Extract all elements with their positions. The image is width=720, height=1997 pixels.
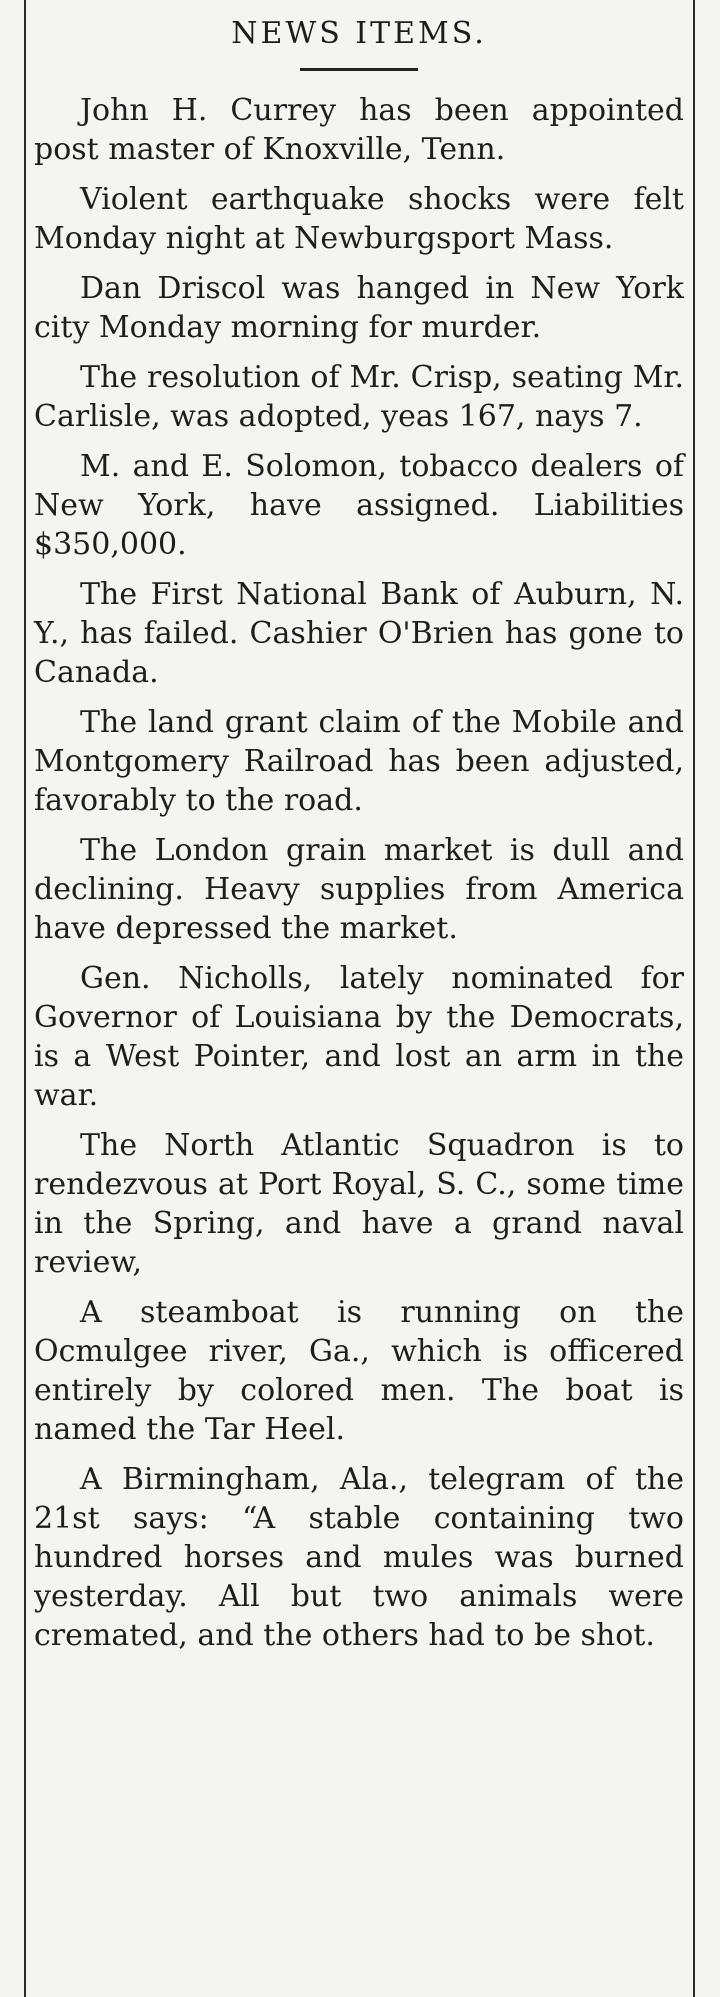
news-item: The First National Bank of Auburn, N. Y., has failed. Cashier O'Brien has gone to Canada.	[34, 577, 684, 690]
news-column	[28, 0, 690, 1997]
left-column-rule	[24, 0, 26, 1997]
news-item: John H. Currey has been appointed post master of Knoxville, Tenn.	[34, 93, 684, 167]
section-headline: NEWS ITEMS.	[231, 16, 487, 51]
news-item: Violent earthquake shocks were felt Monday night at Newburgsport Mass.	[34, 182, 684, 256]
headline-rule	[300, 68, 418, 71]
news-item: Gen. Nicholls, lately nominated for Governor of Louisiana by the Democrats, is a West Pointer, and lost an arm in the war.	[34, 961, 684, 1113]
news-item: The land grant claim of the Mobile and Montgomery Railroad has been adjusted, favorably to the road.	[34, 705, 684, 818]
news-item: A Birmingham, Ala., telegram of the 21st says: “A stable containing two hundred horses and mules was burned yesterday. All but two animals were cremated, and the others had to be shot.	[34, 1462, 684, 1653]
news-item: The North Atlantic Squadron is to rendezvous at Port Royal, S. C., some time in the Spring, and have a grand naval review,	[34, 1128, 684, 1280]
news-item: Dan Driscol was hanged in New York city Monday morning for murder.	[34, 271, 684, 345]
news-item: The London grain market is dull and declining. Heavy supplies from America have depressed the market.	[34, 833, 684, 946]
right-column-rule	[693, 0, 695, 1997]
news-item: The resolution of Mr. Crisp, seating Mr. Carlisle, was adopted, yeas 167, nays 7.	[34, 360, 684, 434]
news-item: A steamboat is running on the Ocmulgee river, Ga., which is officered entirely by colored men. The boat is named the Tar Heel.	[34, 1295, 684, 1447]
news-item: M. and E. Solomon, tobacco dealers of New York, have assigned. Liabilities $350,000.	[34, 449, 684, 562]
